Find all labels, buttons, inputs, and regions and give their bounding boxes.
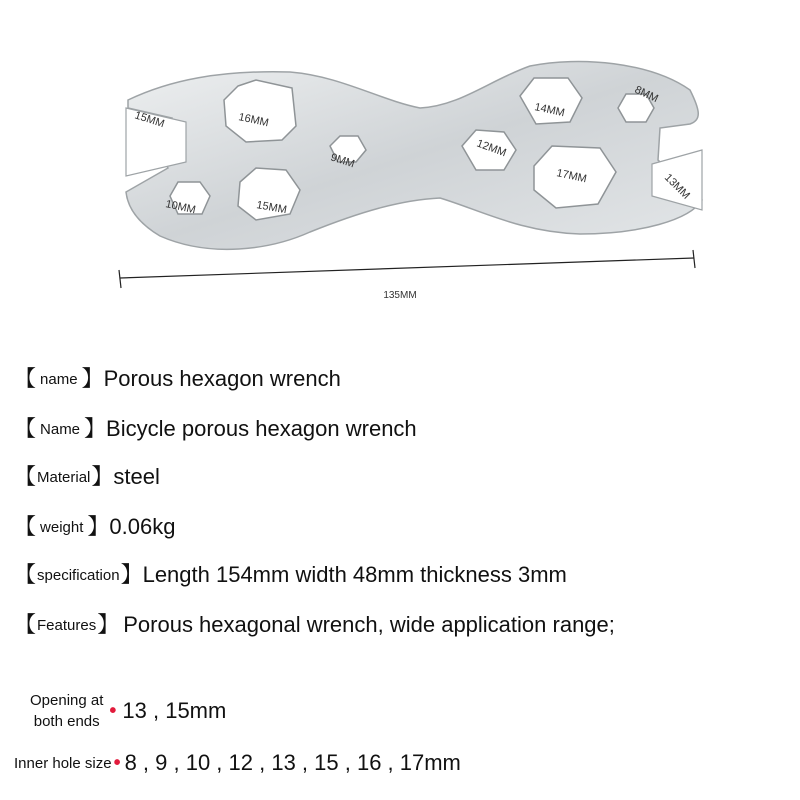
spec-key: name	[40, 370, 78, 388]
spec-value: 0.06kg	[109, 514, 176, 539]
bracket-close: 】	[87, 514, 110, 539]
spec-row-name	[14, 366, 341, 392]
length-label: 135MM	[383, 290, 417, 301]
bracket-open: 【	[14, 612, 37, 637]
opening-row	[30, 690, 226, 732]
hole-label-12mm: 12MM	[474, 137, 508, 160]
spec-row-weight	[14, 514, 175, 540]
hole-label-13mm-open: 13MM	[661, 171, 692, 202]
spec-key: Name	[40, 420, 81, 438]
spec-row-name-2	[14, 416, 417, 442]
bracket-close: 】	[97, 612, 120, 637]
opening-value: 13 , 15mm	[122, 698, 227, 723]
length-dimension-line	[120, 258, 694, 278]
spec-value: Bicycle porous hexagon wrench	[106, 416, 417, 441]
spec-row-features	[14, 612, 615, 638]
bracket-close: 】	[84, 416, 107, 441]
hole-label-9mm: 9MM	[329, 151, 357, 171]
bracket-open: 【	[14, 514, 37, 539]
hole-16mm	[224, 80, 296, 142]
opening-label	[30, 690, 103, 732]
inner-hole-value: 8 , 9 , 10 , 12 , 13 , 15 , 16 , 17mm	[124, 750, 461, 775]
length-dimension-tick-right	[693, 250, 695, 268]
spec-row-specification	[14, 562, 567, 588]
hole-label-15mm: 15MM	[255, 199, 288, 217]
spec-row-material	[14, 464, 160, 490]
spec-key: Features	[37, 616, 97, 634]
opening-label-line-2: both ends	[33, 713, 100, 730]
wrench-product-image	[0, 0, 800, 320]
red-bullet: •	[109, 699, 117, 722]
bracket-open: 【	[14, 562, 37, 587]
bracket-close: 】	[120, 562, 143, 587]
hole-label-8mm: 8MM	[632, 83, 660, 106]
inner-hole-row	[14, 750, 461, 776]
wrench-body	[126, 61, 702, 249]
opening-label-line-1: Opening at	[30, 692, 104, 709]
bracket-open: 【	[14, 416, 37, 441]
inner-hole-label: Inner hole size	[14, 754, 112, 772]
bracket-open: 【	[14, 464, 37, 489]
bracket-open: 【	[14, 366, 37, 391]
spec-key: weight	[40, 518, 84, 536]
spec-value: Porous hexagon wrench	[103, 366, 341, 391]
hole-label-16mm: 16MM	[237, 111, 270, 130]
spec-value: Porous hexagonal wrench, wide application range;	[123, 612, 615, 637]
bracket-close: 】	[81, 366, 104, 391]
spec-key: specification	[37, 566, 120, 584]
spec-value: Length 154mm width 48mm thickness 3mm	[142, 562, 567, 587]
hole-label-10mm: 10MM	[164, 198, 197, 217]
length-dimension-tick-left	[119, 270, 121, 288]
hole-label-14mm: 14MM	[533, 101, 566, 120]
red-bullet: •	[113, 751, 121, 774]
bracket-close: 】	[91, 464, 114, 489]
spec-key: Material	[37, 468, 91, 486]
spec-value: steel	[113, 464, 160, 489]
hole-label-17mm: 17MM	[555, 167, 588, 186]
hole-label-15mm-open: 15MM	[133, 109, 166, 131]
